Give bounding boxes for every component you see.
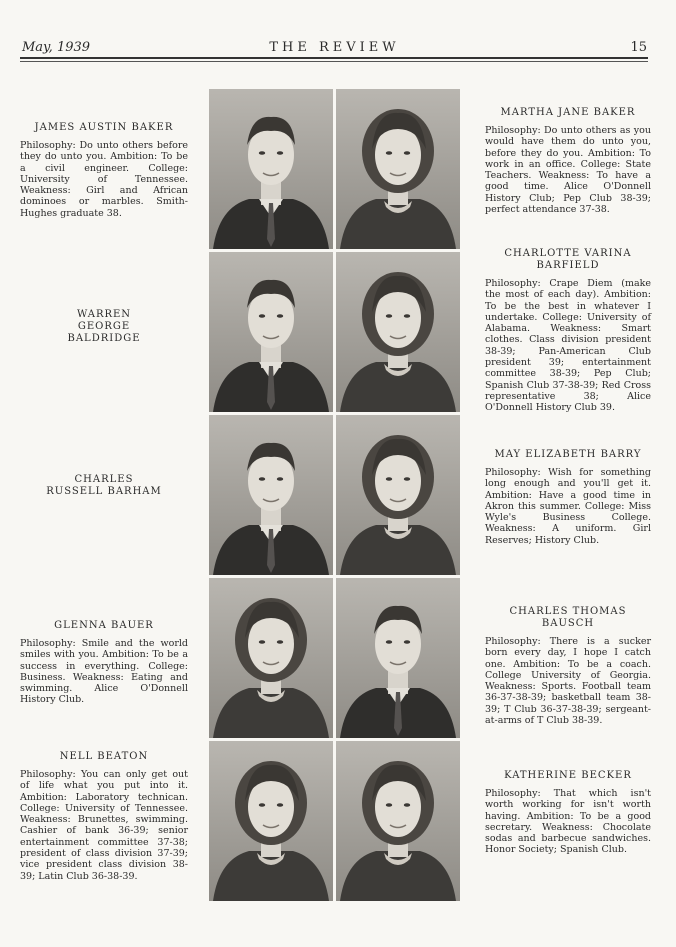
portrait-photo [209,89,333,249]
student-name: MAY ELIZABETH BARRY [494,449,642,460]
entry-katherine-becker [485,770,651,856]
entry-charles-thomas-bausch [485,606,651,726]
student-name: CHARLES THOMAS BAUSCH [509,606,627,629]
header-rule-thick [20,57,648,59]
student-name: NELL BEATON [59,751,149,762]
portrait-photo [209,741,333,901]
portrait-photo [336,741,460,901]
publication-title: THE REVIEW [269,40,400,55]
issue-date: May, 1939 [22,40,91,55]
student-bio: Philosophy: You can only get out of life what you put into it. Ambition: Laboratory technican. College: University of Tennessee. Weakness: Brunettes, swimming. Cashier of bank 36-39; senior entertainment committee 37-38; president of class division 37-39; vice president class division 38-39; Latin Club 36-38-39. [20,769,188,882]
student-bio: Philosophy: Smile and the world smiles with you. Ambition: To be a success in everything. College: Business. Weakness: Eating and swimming. Alice O'Donnell History Club. [20,638,188,706]
entry-charlotte-varina-barfield [485,248,651,414]
portrait-photo [336,89,460,249]
student-name: MARTHA JANE BAKER [500,107,636,118]
portrait-photo [209,252,333,412]
student-bio: Philosophy: Do unto others as you would have them do unto you, before they do you. Ambition: To work in an office. College: State Teachers. Weakness: To have a good time. Alice O'Donnell History Club; Pep Club 38-39; perfect attendance 37-38. [485,125,651,216]
portrait-photo [209,415,333,575]
entry-charles-russell-barham [20,474,188,498]
student-bio: Philosophy: Crape Diem (make the most of each day). Ambition: To be the best in whatever I undertake. College: University of Alabama. Weakness: Smart clothes. Class division president 38-39; Pan-American Club president 39; entertainment committee 38-39; Pep Club; Spanish Club 37-38-39; Red Cross representative 38; Alice O'Donnell History Club 39. [485,278,651,414]
entry-nell-beaton [20,751,188,882]
entry-james-austin-baker [20,122,188,219]
student-name: KATHERINE BECKER [504,770,632,781]
entry-may-elizabeth-barry [485,449,651,546]
student-name: GLENNA BAUER [54,620,154,631]
portrait-photo [336,578,460,738]
page-header [22,40,647,58]
student-name: JAMES AUSTIN BAKER [34,122,174,133]
student-bio: Philosophy: Do unto others before they do unto you. Ambition: To be a civil engineer. College: University of Tennessee. Weakness: Girl and African dominoes or marbles. Smith-Hughes graduate 38. [20,140,188,219]
header-rule-thin [20,61,648,62]
entry-martha-jane-baker [485,107,651,215]
student-bio: Philosophy: That which isn't worth working for isn't worth having. Ambition: To be a good secretary. Weakness: Chocolate sodas and barbecue sandwiches. Honor Society; Spanish Club. [485,788,651,856]
portrait-photo [336,415,460,575]
entry-glenna-bauer [20,620,188,706]
portrait-photo [209,578,333,738]
page-number: 15 [630,40,647,55]
student-bio: Philosophy: Wish for something long enough and you'll get it. Ambition: Have a good time in Akron this summer. College: Miss Wyle's Business College. Weakness: A uniform. Girl Reserves; History Club. [485,467,651,546]
student-bio: Philosophy: There is a sucker born every day, I hope I catch one. Ambition: To be a coach. College University of Georgia. Weakness: Sports. Football team 36-37-38-39; basketball team 38-39; T Club 36-37-38-39; sergeant-at-arms of T Club 38-39. [485,636,651,727]
student-name: CHARLES RUSSELL BARHAM [46,474,162,497]
portrait-photo [336,252,460,412]
student-name: WARREN GEORGE BALDRIDGE [67,309,141,344]
entry-warren-george-baldridge [20,309,188,345]
student-name: CHARLOTTE VARINA BARFIELD [504,248,632,271]
